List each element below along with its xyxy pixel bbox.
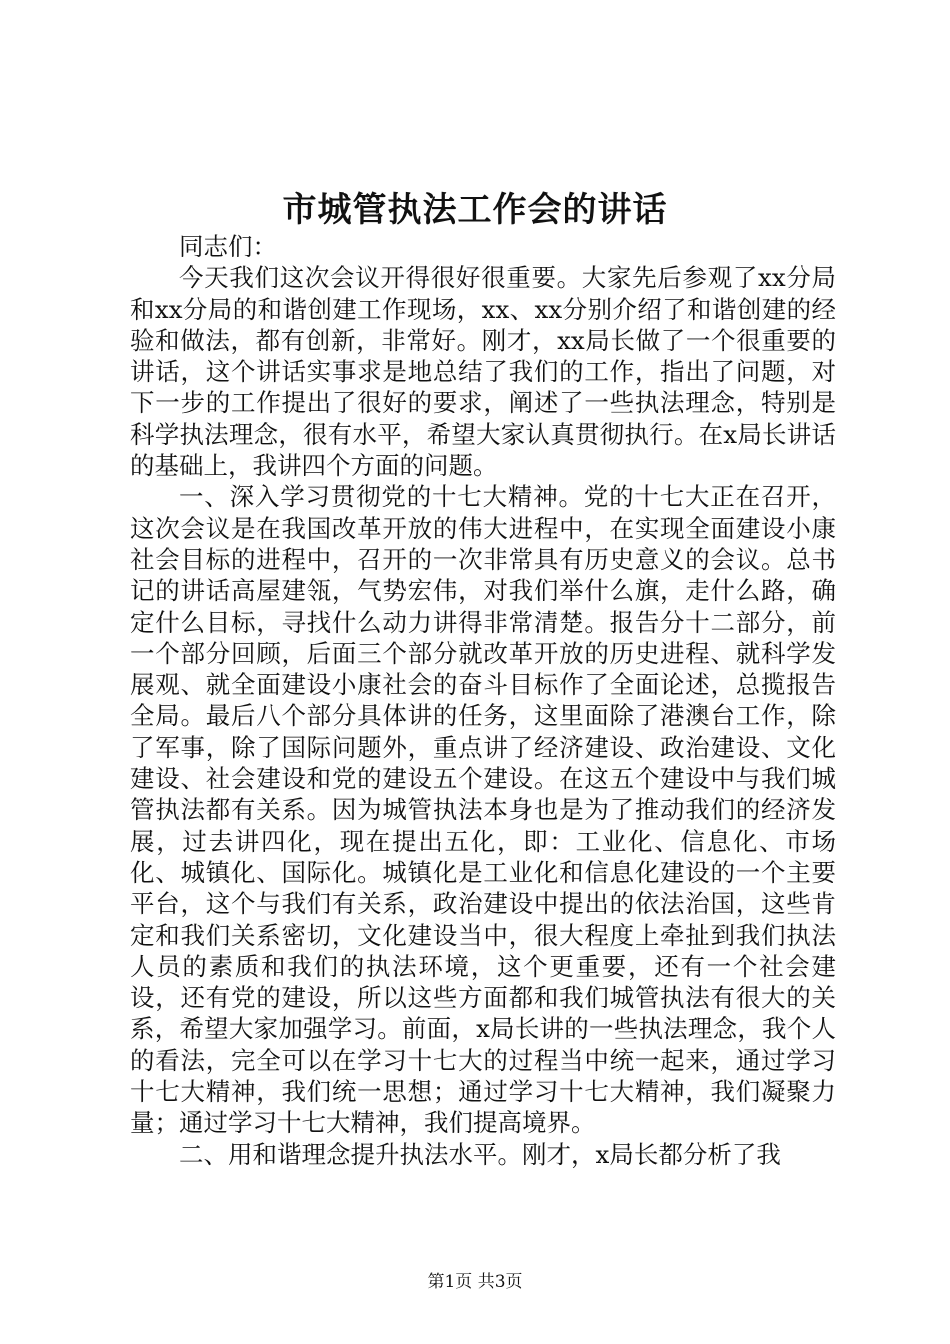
paragraph-section-one: 一、深入学习贯彻党的十七大精神。党的十七大正在召开，这次会议是在我国改革开放的伟大进程中，在实现全面建设小康社会目标的进程中，召开的一次非常具有历史意义的会议。总书记的讲话高屋建瓴，气势宏伟，对我们举什么旗，走什么路，确定什么目标，寻找什么动力讲得非常清楚。报告分十二部分，前一个部分回顾，后面三个部分就改革开放的历史进程、就科学发展观、就全面建设小康社会的奋斗目标作了全面论述，总揽报告全局。最后八个部分具体讲的任务，这里面除了港澳台工作，除了军事，除了国际问题外，重点讲了经济建设、政治建设、文化建设、社会建设和党的建设五个建设。在这五个建设中与我们城管执法都有关系。因为城管执法本身也是为了推动我们的经济发展，过去讲四化，现在提出五化，即：工业化、信息化、市场化、城镇化、国际化。城镇化是工业化和信息化建设的一个主要平台，这个与我们有关系，政治建设中提出的依法治国，这些肯定和我们关系密切，文化建设当中，很大程度上牵扯到我们执法人员的素质和我们的执法环境，这个更重要，还有一个社会建设，还有党的建设，所以这些方面都和我们城管执法有很大的关系，希望大家加强学习。前面，x局长讲的一些执法理念，我个人的看法，完全可以在学习十七大的过程当中统一起来，通过学习十七大精神，我们统一思想；通过学习十七大精神，我们凝聚力量；通过学习十七大精神，我们提高境界。 <box>130 482 836 1138</box>
document-body <box>130 231 836 1170</box>
document-title: 市城管执法工作会的讲话 <box>282 190 668 230</box>
salutation: 同志们： <box>179 232 277 261</box>
page-footer: 第1页 共3页 <box>427 1272 523 1292</box>
paragraph-intro: 今天我们这次会议开得很好很重要。大家先后参观了xx分局和xx分局的和谐创建工作现场，xx、xx分别介绍了和谐创建的经验和做法，都有创新，非常好。刚才，xx局长做了一个很重要的讲话，这个讲话实事求是地总结了我们的工作，指出了问题，对下一步的工作提出了很好的要求，阐述了一些执法理念，特别是科学执法理念，很有水平，希望大家认真贯彻执行。在x局长讲话的基础上，我讲四个方面的问题。 <box>130 263 836 481</box>
paragraph-section-two: 二、用和谐理念提升执法水平。刚才，x局长都分析了我 <box>179 1139 781 1169</box>
